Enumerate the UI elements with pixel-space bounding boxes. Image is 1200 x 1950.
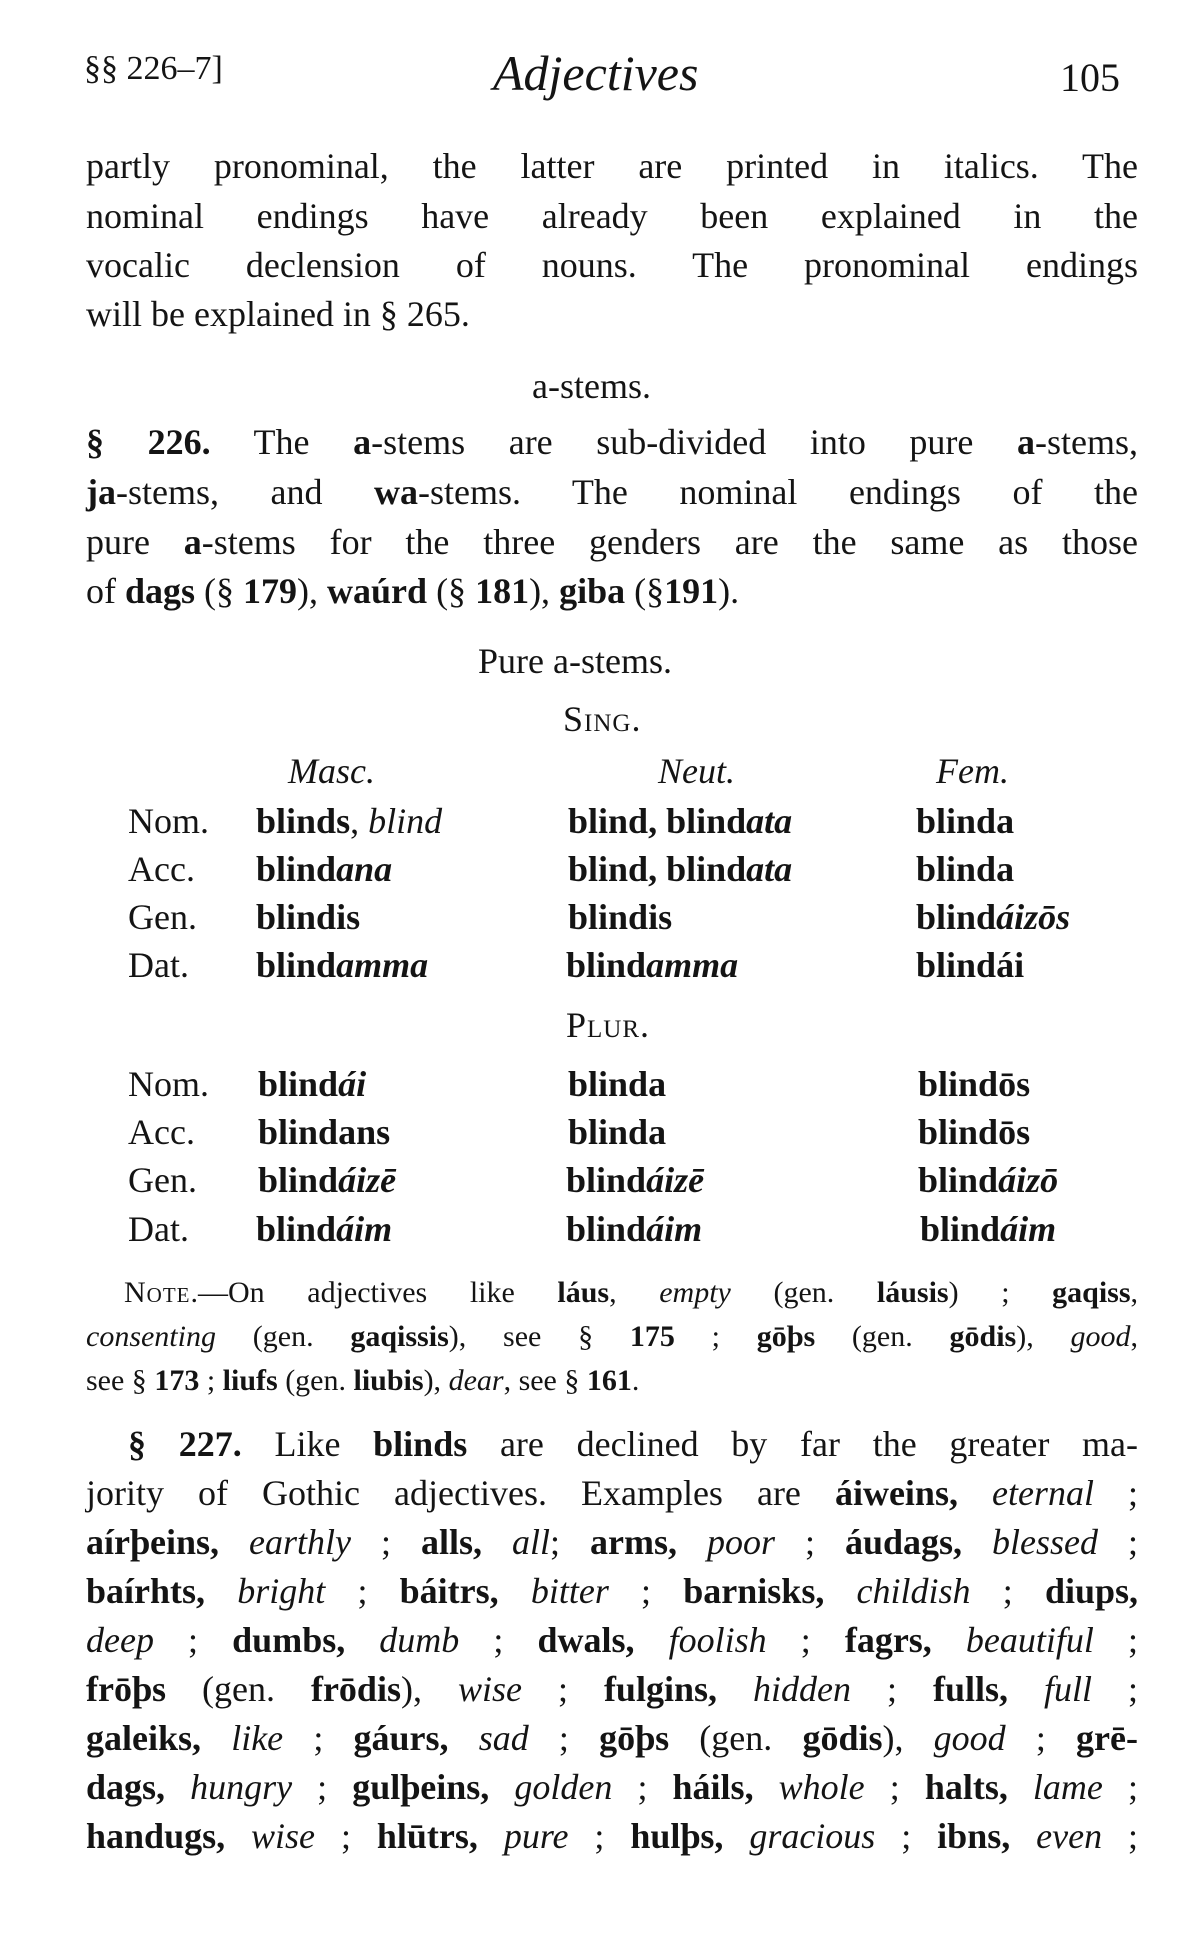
text: ),: [882, 1718, 934, 1758]
text: -stems, and: [116, 472, 375, 512]
text: ,: [1130, 1276, 1139, 1309]
term: alls,: [420, 1522, 482, 1562]
term: a: [1017, 422, 1035, 462]
stem: blinds: [256, 801, 351, 841]
text: .: [631, 1364, 640, 1397]
ending: ata: [746, 801, 793, 841]
ending: ana: [336, 849, 393, 889]
cell-masc: [256, 896, 360, 938]
ending: áizō: [998, 1160, 1059, 1200]
text: , see §: [503, 1364, 587, 1397]
gloss: dumb: [345, 1620, 460, 1660]
text: Like: [241, 1424, 374, 1464]
term: dwals,: [537, 1620, 635, 1660]
text: ;: [608, 1571, 684, 1611]
paragraph-227-line: [86, 1811, 1138, 1861]
cell-neut: [568, 800, 792, 842]
gloss: hidden: [716, 1669, 851, 1709]
note-line: [124, 1271, 1138, 1315]
term: fulls,: [932, 1669, 1008, 1709]
cell-masc: [256, 944, 428, 986]
ending: áizōs: [996, 897, 1071, 937]
paragraph-227-line: [86, 1615, 1138, 1665]
text: ;: [1093, 1620, 1138, 1660]
text: ;: [612, 1767, 673, 1807]
paragraph-226-line: [86, 467, 1138, 517]
paragraph-227-line: [86, 1664, 1138, 1714]
text: ,: [609, 1276, 660, 1309]
note-line: [86, 1315, 1138, 1359]
cell-masc: [258, 1111, 390, 1153]
gloss: good: [1070, 1320, 1131, 1353]
stem: blinda: [916, 801, 1015, 841]
text: ) ;: [948, 1276, 1053, 1309]
gloss: all: [481, 1522, 550, 1562]
gloss: blessed: [962, 1522, 1098, 1562]
term: waúrd: [327, 571, 428, 611]
page-number: 105: [1060, 55, 1120, 100]
separator: ,: [350, 801, 369, 841]
cell-neut: [568, 1063, 666, 1105]
term: frōþs: [86, 1669, 166, 1709]
term: ja: [86, 472, 116, 512]
text: (gen.: [215, 1320, 351, 1353]
text: ;: [521, 1669, 604, 1709]
cell-masc: [258, 1159, 396, 1201]
gloss: even: [1010, 1816, 1103, 1856]
stem: blindái: [916, 945, 1025, 985]
ending: áim: [1000, 1209, 1057, 1249]
cell-neut: [568, 896, 672, 938]
text: ;: [1097, 1522, 1138, 1562]
cell-fem: [916, 896, 1070, 938]
gloss: whole: [753, 1767, 865, 1807]
term: áudags,: [844, 1522, 963, 1562]
text: ;: [325, 1571, 400, 1611]
cell-fem: [916, 800, 1014, 842]
paragraph-226-line: [86, 417, 1138, 467]
text: ).: [718, 571, 740, 611]
cell-fem: [918, 1063, 1030, 1105]
gloss: poor: [676, 1522, 775, 1562]
text: (gen.: [277, 1364, 354, 1397]
paragraph-227-line: [128, 1419, 1138, 1469]
gloss: beautiful: [931, 1620, 1094, 1660]
cell-masc: [256, 800, 442, 842]
term: háils,: [672, 1767, 754, 1807]
term: áiweins,: [834, 1473, 958, 1513]
text: ), see §: [448, 1320, 630, 1353]
term: aírþeins,: [86, 1522, 220, 1562]
paragraph-227-line: [86, 1762, 1138, 1812]
note-label: Note: [124, 1276, 191, 1309]
gloss: gracious: [723, 1816, 876, 1856]
cell-fem: [916, 944, 1024, 986]
stem: blind: [258, 1064, 339, 1104]
cell-neut: [568, 1111, 666, 1153]
stem: blind: [920, 1209, 1001, 1249]
term: báitrs,: [399, 1571, 499, 1611]
term: gōdis: [949, 1320, 1017, 1353]
term: hlūtrs,: [376, 1816, 478, 1856]
text: ;: [315, 1816, 377, 1856]
ref-number: 179: [243, 571, 298, 611]
gloss: consenting: [86, 1320, 216, 1353]
text: (§: [195, 571, 244, 611]
text: ;: [1091, 1669, 1138, 1709]
term: fagrs,: [844, 1620, 932, 1660]
text: ),: [423, 1364, 449, 1397]
term: frōdis: [310, 1669, 401, 1709]
term: liufs: [222, 1364, 278, 1397]
text: of: [86, 571, 125, 611]
term: dags: [125, 571, 196, 611]
text: -stems are sub-divided into pure: [371, 422, 1017, 462]
term: liubis: [353, 1364, 424, 1397]
term: halts,: [924, 1767, 1008, 1807]
text: -stems. The nominal endings of the: [418, 472, 1138, 512]
term: gōdis: [802, 1718, 883, 1758]
stem: blindōs: [918, 1064, 1031, 1104]
case-label: Dat.: [128, 945, 189, 985]
ending: áizē: [646, 1160, 705, 1200]
ref-number: 181: [475, 571, 530, 611]
ending: amma: [646, 945, 739, 985]
text: ;: [1005, 1718, 1077, 1758]
paragraph-226-line: [86, 517, 1138, 567]
text: ;: [283, 1718, 354, 1758]
term: baírhts,: [86, 1571, 206, 1611]
ending: ata: [746, 849, 793, 889]
intro-line: partly pronominal, the latter are printed in italics. The: [86, 146, 1138, 186]
cell-fem: [918, 1111, 1030, 1153]
cell-masc: [256, 848, 392, 890]
ending: ái: [338, 1064, 367, 1104]
gloss: wise: [457, 1669, 522, 1709]
text: are declined by far the greater ma-: [467, 1424, 1139, 1464]
text: pure: [86, 522, 184, 562]
text: (§: [625, 571, 665, 611]
text: ;: [549, 1522, 590, 1562]
term: gáurs,: [353, 1718, 449, 1758]
ending: áim: [646, 1209, 703, 1249]
gloss: full: [1007, 1669, 1092, 1709]
text: ;: [875, 1816, 938, 1856]
term: ibns,: [937, 1816, 1011, 1856]
gloss: golden: [489, 1767, 613, 1807]
section-heading-astems: a-stems.: [532, 366, 651, 406]
stem: blind: [256, 945, 337, 985]
case-label: Dat.: [128, 1209, 189, 1249]
column-header-fem: Fem.: [936, 751, 1009, 791]
cell-masc: [258, 1063, 366, 1105]
paragraph-226-line: [86, 566, 739, 616]
case-label: Gen.: [128, 897, 197, 937]
text: (§: [427, 571, 476, 611]
stem: blindis: [256, 897, 361, 937]
text: ;: [459, 1620, 538, 1660]
gloss: like: [201, 1718, 284, 1758]
term: barnisks,: [683, 1571, 825, 1611]
term: gōþs: [756, 1320, 816, 1353]
intro-line: vocalic declension of nouns. The pronominal endings: [86, 245, 1138, 285]
gloss: lame: [1007, 1767, 1103, 1807]
stem: blind: [566, 1160, 647, 1200]
page-title: Adjectives: [493, 45, 699, 101]
text: ;: [153, 1620, 233, 1660]
case-label: Nom.: [128, 1064, 209, 1104]
column-header-neut: Neut.: [658, 751, 735, 791]
term: a: [183, 522, 202, 562]
ending: amma: [336, 945, 429, 985]
text: ),: [400, 1669, 458, 1709]
stem: blind: [918, 1160, 999, 1200]
gloss: dear: [448, 1364, 504, 1397]
cell-neut: [566, 944, 738, 986]
stem: blind, blind: [568, 849, 747, 889]
cell-masc: [256, 1208, 392, 1250]
term: láus: [557, 1276, 610, 1309]
term: arms,: [589, 1522, 677, 1562]
cell-neut: [566, 1208, 702, 1250]
gloss: foolish: [634, 1620, 767, 1660]
text: The: [210, 422, 354, 462]
text: -stems for the three genders are the same as those: [201, 522, 1138, 562]
stem: blind: [256, 849, 337, 889]
cell-neut: [566, 1159, 704, 1201]
term: gōþs: [599, 1718, 670, 1758]
text: .—On adjectives like: [190, 1276, 558, 1309]
gloss: childish: [824, 1571, 971, 1611]
cell-fem: [918, 1159, 1058, 1201]
gloss: good: [933, 1718, 1006, 1758]
case-label: Acc.: [128, 1112, 195, 1152]
gloss: bitter: [498, 1571, 609, 1611]
singular-label: Sing.: [563, 699, 642, 739]
text: ),: [529, 571, 560, 611]
plural-label: Plur.: [566, 1005, 651, 1045]
intro-line: nominal endings have already been explained in the: [86, 196, 1138, 236]
ending: áim: [336, 1209, 393, 1249]
text: ;: [1102, 1816, 1139, 1856]
stem: blind: [566, 945, 647, 985]
text: ,: [1130, 1320, 1139, 1353]
text: ;: [292, 1767, 353, 1807]
paragraph-227-line: [86, 1468, 1138, 1518]
cell-fem: [920, 1208, 1056, 1250]
stem: blindōs: [918, 1112, 1031, 1152]
gloss: deep: [86, 1620, 154, 1660]
stem: blind: [256, 1209, 337, 1249]
text: ;: [970, 1571, 1045, 1611]
text: ;: [350, 1522, 421, 1562]
term: láusis: [876, 1276, 949, 1309]
term: handugs,: [86, 1816, 226, 1856]
gloss: empty: [659, 1276, 731, 1309]
term: gulþeins,: [352, 1767, 490, 1807]
gloss: hungry: [165, 1767, 293, 1807]
term: hulþs,: [630, 1816, 724, 1856]
ref-number: 175: [629, 1320, 675, 1353]
text: (gen.: [669, 1718, 803, 1758]
stem: blinda: [568, 1112, 667, 1152]
text: ;: [766, 1620, 845, 1660]
intro-line: will be explained in § 265.: [86, 294, 470, 334]
text: (gen.: [166, 1669, 311, 1709]
paragraph-227-line: [86, 1713, 1138, 1763]
term: diups,: [1044, 1571, 1139, 1611]
text: ;: [850, 1669, 933, 1709]
paragraph-227-line: [86, 1566, 1138, 1616]
gloss: pure: [477, 1816, 569, 1856]
text: ;: [1102, 1767, 1138, 1807]
paragraph-227-line: [86, 1517, 1138, 1567]
text: ;: [864, 1767, 925, 1807]
gloss: eternal: [957, 1473, 1094, 1513]
term: gaqiss: [1052, 1276, 1131, 1309]
text: see §: [86, 1364, 155, 1397]
term: dumbs,: [232, 1620, 346, 1660]
text: ;: [774, 1522, 845, 1562]
text: ),: [297, 571, 328, 611]
gloss: wise: [225, 1816, 316, 1856]
case-label: Nom.: [128, 801, 209, 841]
section-number: § 227.: [128, 1424, 242, 1464]
stem: blind: [258, 1160, 339, 1200]
stem: blind, blind: [568, 801, 747, 841]
stem: blind: [566, 1209, 647, 1249]
ref-number: 173: [154, 1364, 200, 1397]
case-label: Gen.: [128, 1160, 197, 1200]
section-number: § 226.: [86, 422, 211, 462]
gloss: sad: [448, 1718, 529, 1758]
note-line: [86, 1359, 639, 1403]
stem: blindans: [258, 1112, 391, 1152]
term: fulgins,: [603, 1669, 717, 1709]
gloss: bright: [205, 1571, 326, 1611]
term: wa: [374, 472, 419, 512]
text: ;: [674, 1320, 757, 1353]
term: blinds: [373, 1424, 468, 1464]
text: ;: [1093, 1473, 1138, 1513]
ending: blind: [368, 801, 443, 841]
ref-number: 191: [664, 571, 719, 611]
text: ;: [528, 1718, 600, 1758]
case-label: Acc.: [128, 849, 195, 889]
ref-number: 161: [586, 1364, 632, 1397]
stem: blind: [916, 897, 997, 937]
term: gaqissis: [350, 1320, 449, 1353]
column-header-masc: Masc.: [288, 751, 375, 791]
text: ),: [1016, 1320, 1071, 1353]
stem: blindis: [568, 897, 673, 937]
text: jority of Gothic adjectives. Examples are: [86, 1473, 835, 1513]
ending: áizē: [338, 1160, 397, 1200]
term: grē-: [1076, 1718, 1138, 1758]
text: -stems,: [1035, 422, 1138, 462]
cell-fem: [916, 848, 1014, 890]
term: dags,: [86, 1767, 166, 1807]
stem: blinda: [916, 849, 1015, 889]
stem: blinda: [568, 1064, 667, 1104]
cell-neut: [568, 848, 792, 890]
gloss: earthly: [219, 1522, 351, 1562]
text: (gen.: [815, 1320, 950, 1353]
term: galeiks,: [86, 1718, 202, 1758]
text: (gen.: [730, 1276, 877, 1309]
text: ;: [199, 1364, 223, 1397]
text: ;: [568, 1816, 631, 1856]
term: giba: [559, 571, 626, 611]
term: a: [353, 422, 372, 462]
table-title: Pure a-stems.: [478, 641, 672, 681]
section-reference: §§ 226–7]: [84, 50, 223, 87]
